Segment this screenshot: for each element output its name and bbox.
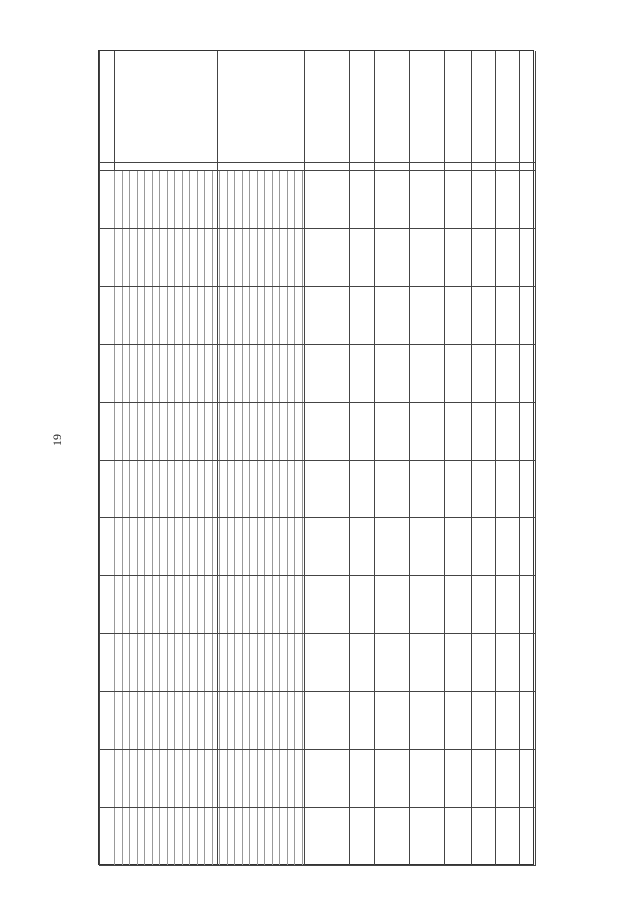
column-line-5 [374, 51, 375, 866]
row-name [306, 811, 348, 863]
code-subline [167, 171, 168, 866]
code-subline [182, 171, 183, 866]
header-col-numbers-line [99, 162, 535, 163]
code-subline [204, 171, 205, 866]
header-financial-result [376, 66, 406, 156]
header-budget-classification [101, 61, 113, 151]
column-line-7 [444, 51, 445, 866]
row-divider [99, 807, 535, 808]
header-target-value [519, 56, 535, 111]
code-subline [287, 171, 288, 866]
column-line-4 [349, 51, 350, 866]
row-name [306, 232, 348, 284]
row-divider [99, 575, 535, 576]
row-divider [99, 402, 535, 403]
code-subline [129, 171, 130, 866]
code-subline [159, 171, 160, 866]
row-name [306, 290, 348, 342]
code-subline [294, 171, 295, 866]
row-divider [99, 228, 535, 229]
header-divider [99, 170, 535, 171]
row-divider [99, 865, 535, 866]
column-line-9 [495, 51, 496, 866]
code-subline [197, 171, 198, 866]
code-subline [152, 171, 153, 866]
row-name [306, 464, 348, 516]
column-line-11 [535, 51, 536, 866]
row-divider [99, 691, 535, 692]
row-name [306, 637, 348, 689]
row-divider [99, 518, 535, 519]
row-name [306, 406, 348, 458]
row-divider [99, 749, 535, 750]
column-line-10 [519, 51, 520, 866]
code-subline [264, 171, 265, 866]
row-name [306, 174, 348, 226]
column-line-0 [99, 51, 100, 866]
row-name [306, 348, 348, 400]
row-name [306, 695, 348, 747]
code-subline [257, 171, 258, 866]
code-subline [144, 171, 145, 866]
row-name [306, 579, 348, 631]
header-value-col [521, 111, 533, 141]
header-additional-code [219, 61, 231, 151]
row-divider [99, 460, 535, 461]
code-subline [174, 171, 175, 866]
rotated-table-canvas [99, 51, 535, 866]
header-unit [351, 81, 371, 141]
code-subline [122, 171, 123, 866]
header-program-names [306, 59, 348, 159]
code-subline [219, 171, 220, 866]
code-subline [227, 171, 228, 866]
row-divider [99, 344, 535, 345]
column-line-3 [304, 51, 305, 866]
page-number: 19 [50, 434, 64, 446]
code-subline [272, 171, 273, 866]
code-subline [279, 171, 280, 866]
code-subline [234, 171, 235, 866]
code-subline [242, 171, 243, 866]
row-name [306, 753, 348, 805]
header-years-group [411, 56, 471, 91]
header-target-article [119, 61, 131, 151]
code-subline [212, 171, 213, 866]
code-subline [249, 171, 250, 866]
column-line-2 [217, 51, 218, 866]
document-table [98, 50, 534, 865]
code-subline [114, 171, 115, 866]
code-subline [189, 171, 190, 866]
row-name [306, 522, 348, 574]
code-subline [137, 171, 138, 866]
column-line-6 [409, 51, 410, 866]
column-line-8 [471, 51, 472, 866]
row-divider [99, 633, 535, 634]
row-divider [99, 286, 535, 287]
code-subline [302, 171, 303, 866]
